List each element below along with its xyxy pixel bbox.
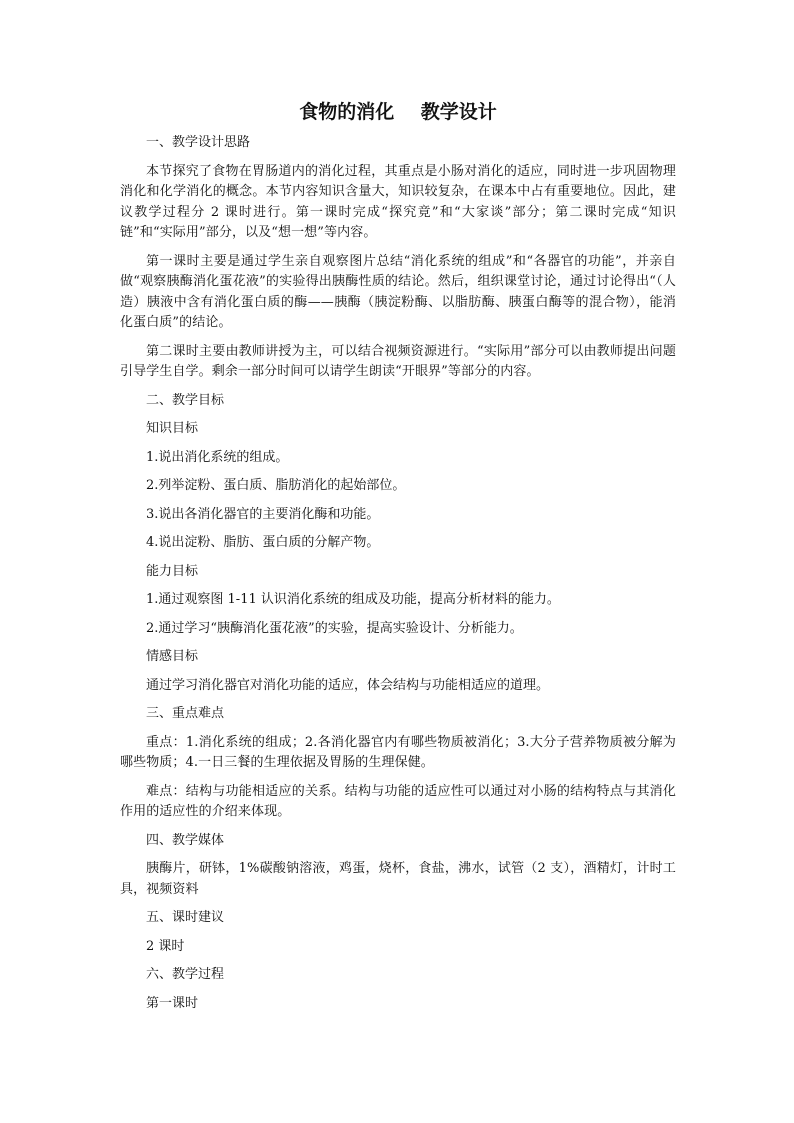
knowledge-goal-item: 4.说出淀粉、脂肪、蛋白质的分解产物。	[146, 535, 380, 550]
document-content	[120, 100, 676, 1022]
lesson-suggestion-text: 2 课时	[146, 938, 185, 954]
emotion-goal-text: 通过学习消化器官对消化功能的适应，体会结构与功能相适应的道理。	[146, 677, 550, 693]
subheading-knowledge-goals: 知识目标	[146, 421, 199, 436]
paragraph-difficult-points: 难点：结构与功能相适应的关系。结构与功能的适应性可以通过对小肠的结构特点与其消化作用的适应性的介绍来体现。	[120, 783, 676, 819]
paragraph-teaching-media: 胰酶片，研钵，1%碳酸钠溶液，鸡蛋，烧杯，食盐，沸水，试管（2 支），酒精灯，计时工具，视频资料	[120, 861, 676, 897]
section-heading-teaching-media: 四、教学媒体	[146, 832, 225, 848]
knowledge-goal-item: 1.说出消化系统的组成。	[146, 449, 289, 465]
paragraph-key-points: 重点：1.消化系统的组成；2.各消化器官内有哪些物质被消化；3.大分子营养物质被分解为哪些物质；4.一日三餐的生理依据及胃肠的生理保健。	[120, 734, 676, 770]
section-heading-key-difficult-points: 三、重点难点	[146, 706, 225, 721]
document-title: 食物的消化 教学设计	[299, 101, 497, 123]
ability-goal-item: 1.通过观察图 1-11 认识消化系统的组成及功能，提高分析材料的能力。	[146, 592, 560, 607]
paragraph-design-ideas-3: 第二课时主要由教师讲授为主，可以结合视频资源进行。“实际用”部分可以由教师提出问题引导学生自学。剩余一部分时间可以请学生朗读“开眼界”等部分的内容。	[120, 343, 676, 379]
section-heading-teaching-goals: 二、教学目标	[146, 392, 225, 408]
subheading-ability-goals: 能力目标	[146, 563, 199, 579]
section-heading-lesson-suggestion: 五、课时建议	[146, 910, 225, 925]
ability-goal-item: 2.通过学习“胰酶消化蛋花液”的实验，提高实验设计、分析能力。	[146, 620, 523, 636]
paragraph-design-ideas-2: 第一课时主要是通过学生亲自观察图片总结“消化系统的组成”和“各器官的功能”，并亲自做“观察胰酶消化蛋花液”的实验得出胰酶性质的结论。然后，组织课堂讨论，通过讨论得出“（人造）胰液中含有消化蛋白质的酶——胰酶（胰淀粉酶、以脂肪酶、胰蛋白酶等的混合物），能消化蛋白质”的结论。	[120, 253, 676, 330]
section-heading-design-ideas: 一、教学设计思路	[146, 135, 251, 150]
knowledge-goal-item: 2.列举淀粉、蛋白质、脂肪消化的起始部位。	[146, 478, 406, 493]
section-heading-teaching-process: 六、教学过程	[146, 967, 225, 982]
paragraph-design-ideas-1: 本节探究了食物在胃肠道内的消化过程，其重点是小肠对消化的适应，同时进一步巩固物理消化和化学消化的概念。本节内容知识含量大，知识较复杂，在课本中占有重要地位。因此，建议教学过程分 2 课时进行。第一课时完成“探究竟”和“大家谈”部分；第二课时完成“知识链”和“实际用”部分，以及“想一想”等内容。	[120, 163, 676, 240]
knowledge-goal-item: 3.说出各消化器官的主要消化酶和功能。	[146, 506, 380, 522]
teaching-process-first-lesson: 第一课时	[146, 995, 199, 1011]
subheading-emotion-goals: 情感目标	[146, 649, 199, 664]
